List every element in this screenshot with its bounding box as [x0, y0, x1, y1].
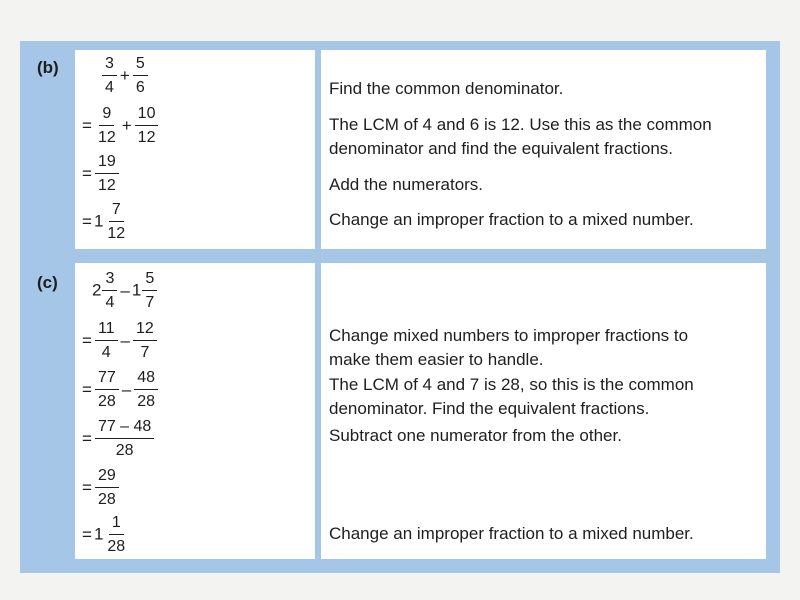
part-b-working — [80, 50, 310, 249]
part-c-step-5: = $\frac{29}{28}$ — [80, 466, 120, 509]
part-c-label: (c) — [37, 273, 58, 292]
fraction: $\frac{3}{4}$ — [102, 269, 117, 312]
part-c-explanation-3: The LCM of 4 and 7 is 28, so this is the common — [329, 375, 694, 394]
fraction: $\frac{12}{7}$ — [133, 319, 157, 362]
part-c-explanation-6: Change an improper fraction to a mixed number. — [329, 524, 694, 543]
part-b-explanation-2: The LCM of 4 and 6 is 12. Use this as the common — [329, 115, 712, 134]
part-c-working — [80, 263, 310, 559]
part-b-explanation-1: Find the common denominator. — [329, 79, 564, 98]
part-b-explanation-4: Add the numerators. — [329, 175, 484, 194]
part-c-step-3: = $\frac{77}{28}$ – $\frac{48}{28}$ — [80, 368, 159, 411]
part-c-explanation-5: Subtract one numerator from the other. — [329, 426, 622, 445]
part-b-explanation-5: Change an improper fraction to a mixed number. — [329, 210, 694, 229]
part-c-step-2: = $\frac{11}{4}$ – $\frac{12}{7}$ — [80, 319, 158, 362]
part-c-explanation-2: make them easier to handle. — [329, 350, 544, 369]
fraction: $\frac{29}{28}$ — [95, 466, 119, 509]
part-b-step-4: = 1 $\frac{7}{12}$ — [80, 200, 129, 243]
part-c-step-1: 2 $\frac{3}{4}$ – 1 $\frac{5}{7}$ — [92, 269, 158, 312]
fraction: $\frac{48}{28}$ — [134, 368, 158, 411]
fraction: $\frac{10}{12}$ — [135, 104, 159, 147]
fraction: $\frac{5}{6}$ — [133, 54, 148, 97]
fraction: $\frac{11}{4}$ — [95, 319, 118, 362]
fraction: $\frac{3}{4}$ — [102, 54, 117, 97]
fraction: $\frac{9}{12}$ — [97, 105, 116, 146]
part-b-step-2: = $\frac{9}{12}$ + $\frac{10}{12}$ — [80, 104, 159, 147]
part-c-step-6: = 1 $\frac{1}{28}$ — [80, 513, 129, 556]
part-b-label: (b) — [37, 58, 59, 77]
fraction: $\frac{19}{12}$ — [95, 152, 119, 195]
fraction: $\frac{77 - 48}{28}$ — [95, 417, 154, 460]
part-c-step-4: = $\frac{77 - 48}{28}$ — [80, 417, 155, 460]
part-b-step-3: = $\frac{19}{12}$ — [80, 152, 120, 195]
part-c-explanation-1: Change mixed numbers to improper fractions to — [329, 326, 689, 345]
part-c-explanation-4: denominator. Find the equivalent fractions. — [329, 399, 650, 418]
fraction: $\frac{77}{28}$ — [95, 368, 119, 411]
fraction: $\frac{5}{7}$ — [142, 269, 157, 312]
part-b-explanation-3: denominator and find the equivalent fractions. — [329, 139, 674, 158]
fraction: $\frac{1}{28}$ — [107, 514, 126, 555]
worked-examples-table — [20, 41, 780, 573]
fraction: $\frac{7}{12}$ — [107, 201, 126, 242]
part-b-step-1: $\frac{3}{4}$ + $\frac{5}{6}$ — [101, 54, 149, 97]
